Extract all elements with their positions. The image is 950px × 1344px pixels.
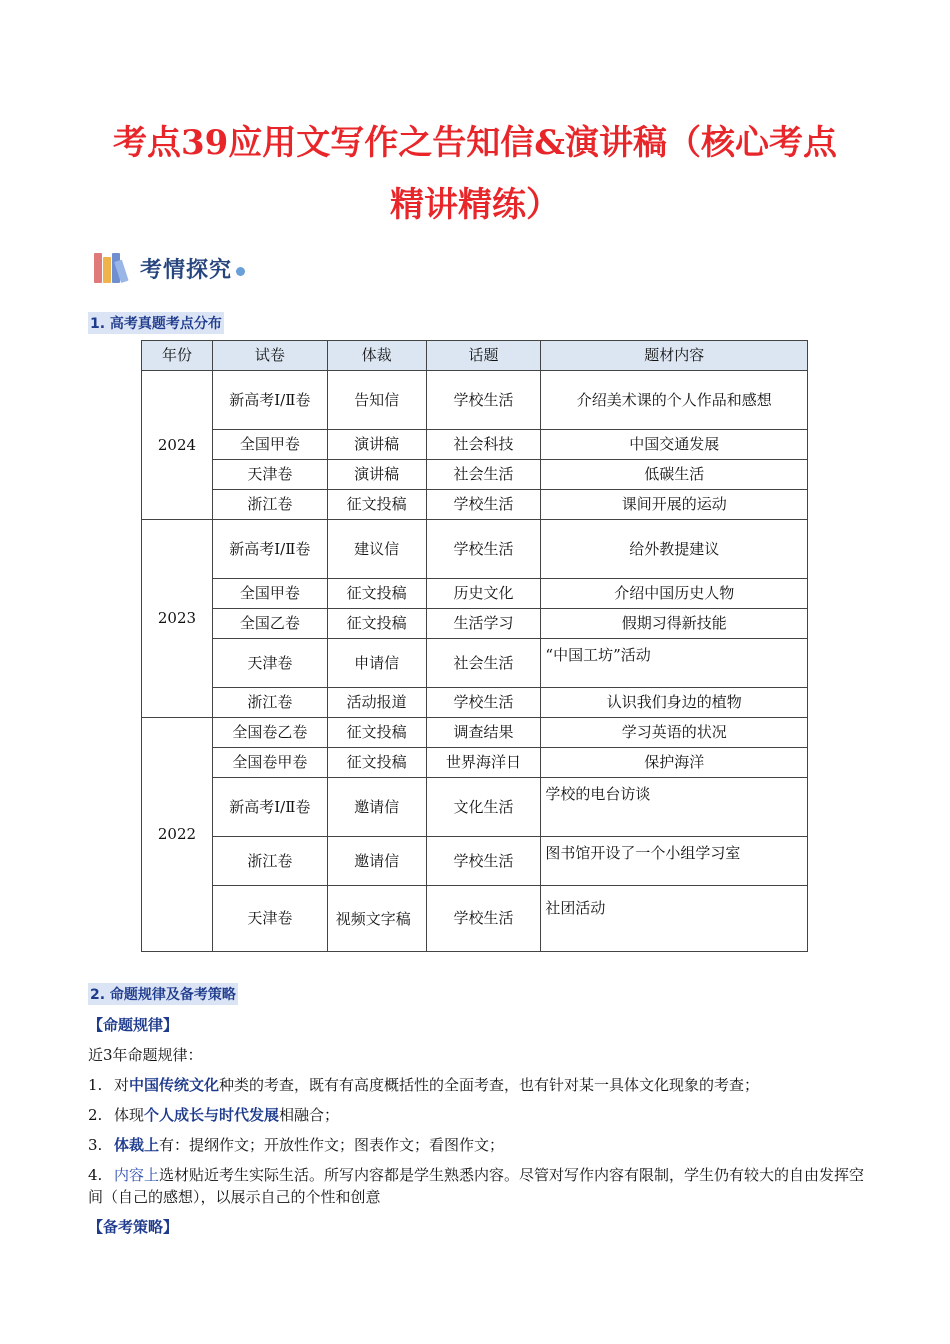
content-cell: 低碳生活 xyxy=(541,460,808,490)
paper-cell: 新高考Ⅰ/Ⅱ卷 xyxy=(212,371,327,430)
header-cell: 试卷 xyxy=(212,341,327,371)
table-row xyxy=(142,778,808,837)
header-cell: 题材内容 xyxy=(541,341,808,371)
table-row xyxy=(142,520,808,579)
genre-cell: 邀请信 xyxy=(327,837,426,886)
year-cell: 2022 xyxy=(142,718,213,952)
topic-cell: 社会生活 xyxy=(426,639,541,688)
section1-heading: 1. 高考真题考点分布 xyxy=(88,312,224,334)
content-cell: 介绍中国历史人物 xyxy=(541,579,808,609)
genre-cell: 申请信 xyxy=(327,639,426,688)
rule-item xyxy=(88,1070,878,1100)
banner-dot-icon xyxy=(236,267,245,276)
paper-cell: 全国卷甲卷 xyxy=(212,748,327,778)
genre-cell: 邀请信 xyxy=(327,778,426,837)
topic-cell: 世界海洋日 xyxy=(426,748,541,778)
topic-cell: 学校生活 xyxy=(426,520,541,579)
content-cell: 学校的电台访谈 xyxy=(541,778,808,837)
paper-cell: 天津卷 xyxy=(212,886,327,952)
rule-item xyxy=(88,1100,878,1130)
paper-cell: 浙江卷 xyxy=(212,490,327,520)
item-pre: 对 xyxy=(114,1076,130,1094)
table-row xyxy=(142,639,808,688)
genre-cell: 征文投稿 xyxy=(327,748,426,778)
title-line-2: 精讲精练） xyxy=(390,185,560,225)
item-highlight: 内容上 xyxy=(114,1166,160,1184)
item-post: 相融合； xyxy=(279,1106,340,1124)
item-highlight: 体裁上 xyxy=(114,1136,160,1154)
section-banner xyxy=(92,248,245,288)
genre-cell: 征文投稿 xyxy=(327,718,426,748)
content-cell: 学习英语的状况 xyxy=(541,718,808,748)
year-cell: 2024 xyxy=(142,371,213,520)
table-row xyxy=(142,460,808,490)
paper-cell: 天津卷 xyxy=(212,460,327,490)
table-row xyxy=(142,430,808,460)
table-row xyxy=(142,718,808,748)
rule-item xyxy=(88,1130,878,1160)
paper-cell: 浙江卷 xyxy=(212,688,327,718)
table-row xyxy=(142,748,808,778)
header-cell: 体裁 xyxy=(327,341,426,371)
rule-intro: 近3年命题规律： xyxy=(88,1046,203,1064)
exam-distribution-table xyxy=(141,340,808,952)
item-post: 选材贴近考生实际生活。所写内容都是学生熟悉内容。尽管对写作内容有限制，学生仍有较大的自由发挥空间（自己的感想），以展示自己的个性和创意 xyxy=(88,1166,865,1206)
books-icon xyxy=(92,249,136,287)
topic-cell: 学校生活 xyxy=(426,886,541,952)
content-cell: 保护海洋 xyxy=(541,748,808,778)
paper-cell: 新高考Ⅰ/Ⅱ卷 xyxy=(212,520,327,579)
topic-cell: 调查结果 xyxy=(426,718,541,748)
content-cell: 给外教提建议 xyxy=(541,520,808,579)
topic-cell: 学校生活 xyxy=(426,490,541,520)
item-highlight: 个人成长与时代发展 xyxy=(144,1106,280,1124)
section2-body xyxy=(88,1010,878,1242)
genre-cell: 征文投稿 xyxy=(327,579,426,609)
content-cell: 图书馆开设了一个小组学习室 xyxy=(541,837,808,886)
table-row xyxy=(142,609,808,639)
genre-cell: 建议信 xyxy=(327,520,426,579)
paper-cell: 浙江卷 xyxy=(212,837,327,886)
content-cell: 课间开展的运动 xyxy=(541,490,808,520)
strategy-label: 【备考策略】 xyxy=(88,1218,179,1236)
content-cell: 社团活动 xyxy=(541,886,808,952)
rule-label: 【命题规律】 xyxy=(88,1016,179,1034)
topic-cell: 学校生活 xyxy=(426,371,541,430)
table-row xyxy=(142,837,808,886)
content-cell: 中国交通发展 xyxy=(541,430,808,460)
topic-cell: 社会科技 xyxy=(426,430,541,460)
header-cell: 年份 xyxy=(142,341,213,371)
genre-cell: 告知信 xyxy=(327,371,426,430)
topic-cell: 学校生活 xyxy=(426,688,541,718)
genre-cell: 演讲稿 xyxy=(327,460,426,490)
item-number: 4. xyxy=(88,1166,103,1184)
content-cell: 认识我们身边的植物 xyxy=(541,688,808,718)
section2-heading: 2. 命题规律及备考策略 xyxy=(88,983,238,1005)
content-cell: “中国工坊”活动 xyxy=(541,639,808,688)
item-highlight: 中国传统文化 xyxy=(129,1076,220,1094)
paper-cell: 全国甲卷 xyxy=(212,430,327,460)
table-row xyxy=(142,371,808,430)
table-row xyxy=(142,579,808,609)
page-title xyxy=(60,112,890,236)
paper-cell: 全国乙卷 xyxy=(212,609,327,639)
content-cell: 介绍美术课的个人作品和感想 xyxy=(541,371,808,430)
title-line-1: 考点39应用文写作之告知信&演讲稿（核心考点 xyxy=(112,123,837,163)
genre-cell: 征文投稿 xyxy=(327,609,426,639)
year-cell: 2023 xyxy=(142,520,213,718)
genre-cell: 征文投稿 xyxy=(327,490,426,520)
paper-cell: 新高考Ⅰ/Ⅱ卷 xyxy=(212,778,327,837)
banner-title: 考情探究 xyxy=(140,257,233,283)
topic-cell: 生活学习 xyxy=(426,609,541,639)
item-number: 2. xyxy=(88,1106,103,1124)
table-header-row xyxy=(142,341,808,371)
topic-cell: 历史文化 xyxy=(426,579,541,609)
table-row xyxy=(142,886,808,952)
content-cell: 假期习得新技能 xyxy=(541,609,808,639)
genre-cell: 活动报道 xyxy=(327,688,426,718)
table-row xyxy=(142,688,808,718)
item-post: 种类的考查，既有有高度概括性的全面考查，也有针对某一具体文化现象的考查； xyxy=(219,1076,760,1094)
header-cell: 话题 xyxy=(426,341,541,371)
genre-cell: 视频文字稿 xyxy=(327,886,426,952)
topic-cell: 文化生活 xyxy=(426,778,541,837)
paper-cell: 全国卷乙卷 xyxy=(212,718,327,748)
topic-cell: 社会生活 xyxy=(426,460,541,490)
table-row xyxy=(142,490,808,520)
paper-cell: 全国甲卷 xyxy=(212,579,327,609)
rule-item xyxy=(88,1160,878,1212)
paper-cell: 天津卷 xyxy=(212,639,327,688)
item-number: 3. xyxy=(88,1136,103,1154)
item-post: 有：提纲作文；开放性作文；图表作文；看图作文； xyxy=(159,1136,505,1154)
item-pre: 体现 xyxy=(114,1106,145,1124)
genre-cell: 演讲稿 xyxy=(327,430,426,460)
item-number: 1. xyxy=(88,1076,103,1094)
topic-cell: 学校生活 xyxy=(426,837,541,886)
